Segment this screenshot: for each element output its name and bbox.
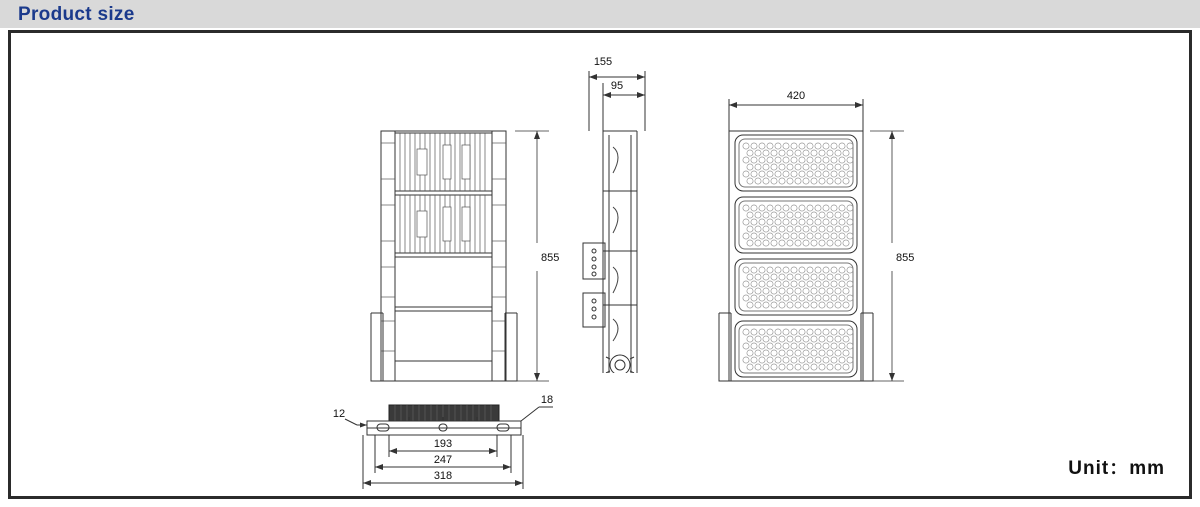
dimension-18: 18 bbox=[540, 394, 554, 406]
dimension-318: 318 bbox=[433, 470, 453, 482]
page-title: Product size bbox=[18, 4, 135, 25]
dimension-855-side: 855 bbox=[541, 252, 560, 264]
unit-label: Unit：mm bbox=[1068, 458, 1165, 479]
front-view-height-dimension bbox=[866, 83, 946, 413]
dimension-12: 12 bbox=[332, 408, 346, 420]
dimension-95: 95 bbox=[610, 80, 624, 92]
dimension-247: 247 bbox=[433, 454, 453, 466]
bracket-view bbox=[331, 373, 591, 493]
edge-view bbox=[541, 43, 701, 373]
dimension-193: 193 bbox=[433, 438, 453, 450]
dimension-155: 155 bbox=[593, 56, 613, 68]
dimension-420: 420 bbox=[786, 90, 806, 102]
drawing-frame bbox=[8, 30, 1192, 499]
header-bar bbox=[0, 0, 1200, 28]
dimension-855-front: 855 bbox=[896, 252, 915, 264]
